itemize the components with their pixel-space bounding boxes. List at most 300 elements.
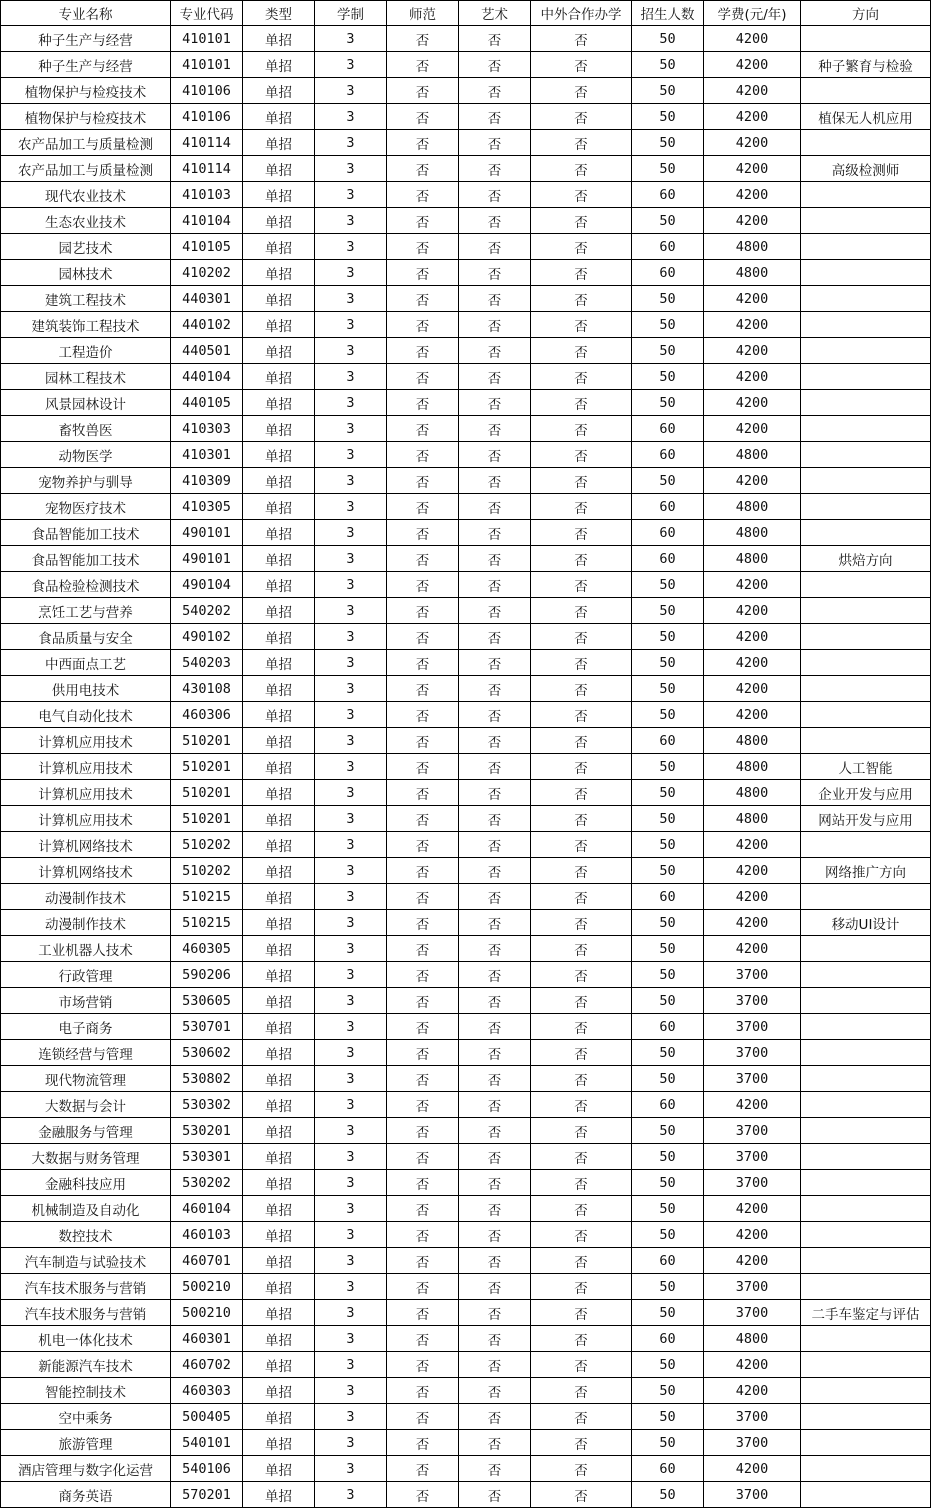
joint-program-cell: 否	[531, 1482, 632, 1508]
major-name-cell: 供用电技术	[1, 676, 171, 702]
joint-program-cell: 否	[531, 104, 632, 130]
table-row	[1, 1482, 931, 1508]
header-enrollment: 招生人数	[632, 1, 704, 26]
major-name-cell: 烹饪工艺与营养	[1, 598, 171, 624]
header-joint-program: 中外合作办学	[531, 1, 632, 26]
type-cell: 单招	[243, 754, 315, 780]
direction-cell	[801, 1196, 931, 1222]
major-name-cell: 金融科技应用	[1, 1170, 171, 1196]
major-code-cell: 510202	[171, 832, 243, 858]
art-cell: 否	[459, 1482, 531, 1508]
joint-program-cell: 否	[531, 286, 632, 312]
normal-cell: 否	[387, 1092, 459, 1118]
duration-cell: 3	[315, 442, 387, 468]
major-name-cell: 农产品加工与质量检测	[1, 156, 171, 182]
major-code-cell: 410103	[171, 182, 243, 208]
direction-cell	[801, 78, 931, 104]
table-row	[1, 468, 931, 494]
major-name-cell: 园林技术	[1, 260, 171, 286]
table-row	[1, 1014, 931, 1040]
tuition-cell: 4200	[704, 416, 801, 442]
joint-program-cell: 否	[531, 1404, 632, 1430]
duration-cell: 3	[315, 936, 387, 962]
enrollment-cell: 50	[632, 52, 704, 78]
duration-cell: 3	[315, 1352, 387, 1378]
major-code-cell: 460306	[171, 702, 243, 728]
duration-cell: 3	[315, 234, 387, 260]
table-row	[1, 780, 931, 806]
major-name-cell: 大数据与会计	[1, 1092, 171, 1118]
type-cell: 单招	[243, 390, 315, 416]
duration-cell: 3	[315, 754, 387, 780]
tuition-cell: 4800	[704, 260, 801, 286]
direction-cell	[801, 312, 931, 338]
table-row	[1, 1326, 931, 1352]
major-name-cell: 建筑装饰工程技术	[1, 312, 171, 338]
major-code-cell: 440301	[171, 286, 243, 312]
joint-program-cell: 否	[531, 494, 632, 520]
type-cell: 单招	[243, 1066, 315, 1092]
joint-program-cell: 否	[531, 520, 632, 546]
type-cell: 单招	[243, 26, 315, 52]
direction-cell	[801, 1014, 931, 1040]
tuition-cell: 4200	[704, 468, 801, 494]
type-cell: 单招	[243, 1274, 315, 1300]
enrollment-cell: 50	[632, 286, 704, 312]
major-name-cell: 电气自动化技术	[1, 702, 171, 728]
table-row	[1, 234, 931, 260]
duration-cell: 3	[315, 52, 387, 78]
table-row	[1, 676, 931, 702]
joint-program-cell: 否	[531, 156, 632, 182]
joint-program-cell: 否	[531, 26, 632, 52]
major-code-cell: 590206	[171, 962, 243, 988]
major-name-cell: 行政管理	[1, 962, 171, 988]
tuition-cell: 4800	[704, 780, 801, 806]
major-code-cell: 530605	[171, 988, 243, 1014]
tuition-cell: 3700	[704, 1066, 801, 1092]
table-row	[1, 312, 931, 338]
joint-program-cell: 否	[531, 884, 632, 910]
normal-cell: 否	[387, 728, 459, 754]
table-row	[1, 910, 931, 936]
header-art: 艺术	[459, 1, 531, 26]
direction-cell	[801, 1040, 931, 1066]
direction-cell	[801, 338, 931, 364]
direction-cell	[801, 1092, 931, 1118]
art-cell: 否	[459, 1144, 531, 1170]
normal-cell: 否	[387, 338, 459, 364]
duration-cell: 3	[315, 962, 387, 988]
normal-cell: 否	[387, 676, 459, 702]
table-row	[1, 442, 931, 468]
normal-cell: 否	[387, 832, 459, 858]
direction-cell	[801, 1378, 931, 1404]
table-row	[1, 1118, 931, 1144]
major-name-cell: 植物保护与检疫技术	[1, 104, 171, 130]
type-cell: 单招	[243, 832, 315, 858]
enrollment-cell: 60	[632, 416, 704, 442]
joint-program-cell: 否	[531, 1170, 632, 1196]
type-cell: 单招	[243, 1222, 315, 1248]
duration-cell: 3	[315, 884, 387, 910]
normal-cell: 否	[387, 1430, 459, 1456]
art-cell: 否	[459, 650, 531, 676]
table-row	[1, 546, 931, 572]
type-cell: 单招	[243, 1014, 315, 1040]
major-name-cell: 建筑工程技术	[1, 286, 171, 312]
joint-program-cell: 否	[531, 1144, 632, 1170]
major-code-cell: 540203	[171, 650, 243, 676]
art-cell: 否	[459, 702, 531, 728]
major-name-cell: 计算机网络技术	[1, 832, 171, 858]
enrollment-cell: 50	[632, 1404, 704, 1430]
normal-cell: 否	[387, 962, 459, 988]
tuition-cell: 4200	[704, 1196, 801, 1222]
type-cell: 单招	[243, 208, 315, 234]
duration-cell: 3	[315, 312, 387, 338]
type-cell: 单招	[243, 1326, 315, 1352]
art-cell: 否	[459, 416, 531, 442]
tuition-cell: 4800	[704, 546, 801, 572]
major-code-cell: 510215	[171, 884, 243, 910]
joint-program-cell: 否	[531, 858, 632, 884]
normal-cell: 否	[387, 988, 459, 1014]
tuition-cell: 4200	[704, 364, 801, 390]
enrollment-cell: 50	[632, 1040, 704, 1066]
table-row	[1, 1222, 931, 1248]
major-code-cell: 410114	[171, 156, 243, 182]
direction-cell	[801, 1248, 931, 1274]
normal-cell: 否	[387, 468, 459, 494]
art-cell: 否	[459, 26, 531, 52]
tuition-cell: 3700	[704, 1300, 801, 1326]
major-name-cell: 中西面点工艺	[1, 650, 171, 676]
major-name-cell: 食品检验检测技术	[1, 572, 171, 598]
table-row	[1, 494, 931, 520]
major-code-cell: 530301	[171, 1144, 243, 1170]
table-row	[1, 1430, 931, 1456]
direction-cell: 人工智能	[801, 754, 931, 780]
header-row	[1, 1, 931, 26]
major-code-cell: 410303	[171, 416, 243, 442]
major-code-cell: 460701	[171, 1248, 243, 1274]
duration-cell: 3	[315, 286, 387, 312]
art-cell: 否	[459, 234, 531, 260]
normal-cell: 否	[387, 1196, 459, 1222]
major-code-cell: 540101	[171, 1430, 243, 1456]
major-code-cell: 410106	[171, 78, 243, 104]
table-row	[1, 338, 931, 364]
table-row	[1, 858, 931, 884]
major-name-cell: 计算机网络技术	[1, 858, 171, 884]
direction-cell	[801, 1352, 931, 1378]
table-row	[1, 624, 931, 650]
normal-cell: 否	[387, 780, 459, 806]
major-name-cell: 商务英语	[1, 1482, 171, 1508]
major-name-cell: 金融服务与管理	[1, 1118, 171, 1144]
art-cell: 否	[459, 858, 531, 884]
type-cell: 单招	[243, 130, 315, 156]
tuition-cell: 4800	[704, 806, 801, 832]
duration-cell: 3	[315, 702, 387, 728]
type-cell: 单招	[243, 156, 315, 182]
duration-cell: 3	[315, 546, 387, 572]
joint-program-cell: 否	[531, 364, 632, 390]
tuition-cell: 4200	[704, 650, 801, 676]
art-cell: 否	[459, 390, 531, 416]
normal-cell: 否	[387, 416, 459, 442]
tuition-cell: 4200	[704, 156, 801, 182]
enrollment-cell: 50	[632, 1274, 704, 1300]
duration-cell: 3	[315, 260, 387, 286]
table-row	[1, 130, 931, 156]
art-cell: 否	[459, 1118, 531, 1144]
direction-cell: 种子繁育与检验	[801, 52, 931, 78]
table-row	[1, 598, 931, 624]
enrollment-cell: 60	[632, 1326, 704, 1352]
normal-cell: 否	[387, 754, 459, 780]
tuition-cell: 3700	[704, 1118, 801, 1144]
major-name-cell: 汽车技术服务与营销	[1, 1274, 171, 1300]
normal-cell: 否	[387, 702, 459, 728]
type-cell: 单招	[243, 1248, 315, 1274]
major-name-cell: 宠物养护与驯导	[1, 468, 171, 494]
enrollment-cell: 50	[632, 1170, 704, 1196]
type-cell: 单招	[243, 962, 315, 988]
major-name-cell: 工业机器人技术	[1, 936, 171, 962]
major-code-cell: 510201	[171, 728, 243, 754]
table-row	[1, 286, 931, 312]
joint-program-cell: 否	[531, 832, 632, 858]
joint-program-cell: 否	[531, 988, 632, 1014]
enrollment-cell: 50	[632, 702, 704, 728]
major-name-cell: 现代农业技术	[1, 182, 171, 208]
enrollment-cell: 50	[632, 338, 704, 364]
tuition-cell: 3700	[704, 1040, 801, 1066]
tuition-cell: 4200	[704, 1222, 801, 1248]
joint-program-cell: 否	[531, 390, 632, 416]
joint-program-cell: 否	[531, 1014, 632, 1040]
type-cell: 单招	[243, 936, 315, 962]
tuition-cell: 4800	[704, 520, 801, 546]
joint-program-cell: 否	[531, 546, 632, 572]
direction-cell	[801, 1404, 931, 1430]
major-code-cell: 530602	[171, 1040, 243, 1066]
header-normal: 师范	[387, 1, 459, 26]
table-row	[1, 182, 931, 208]
normal-cell: 否	[387, 390, 459, 416]
enrollment-cell: 50	[632, 806, 704, 832]
enrollment-cell: 50	[632, 26, 704, 52]
header-tuition: 学费(元/年)	[704, 1, 801, 26]
major-code-cell: 460104	[171, 1196, 243, 1222]
tuition-cell: 4800	[704, 442, 801, 468]
table-row	[1, 572, 931, 598]
header-direction: 方向	[801, 1, 931, 26]
normal-cell: 否	[387, 156, 459, 182]
major-name-cell: 风景园林设计	[1, 390, 171, 416]
art-cell: 否	[459, 598, 531, 624]
tuition-cell: 4800	[704, 1326, 801, 1352]
table-row	[1, 1300, 931, 1326]
direction-cell	[801, 1118, 931, 1144]
table-row	[1, 520, 931, 546]
enrollment-cell: 60	[632, 182, 704, 208]
art-cell: 否	[459, 1456, 531, 1482]
joint-program-cell: 否	[531, 572, 632, 598]
type-cell: 单招	[243, 442, 315, 468]
table-row	[1, 832, 931, 858]
major-name-cell: 食品智能加工技术	[1, 546, 171, 572]
direction-cell	[801, 1456, 931, 1482]
major-name-cell: 畜牧兽医	[1, 416, 171, 442]
tuition-cell: 4200	[704, 1092, 801, 1118]
major-name-cell: 园林工程技术	[1, 364, 171, 390]
enrollment-cell: 50	[632, 1378, 704, 1404]
type-cell: 单招	[243, 78, 315, 104]
table-row	[1, 364, 931, 390]
normal-cell: 否	[387, 26, 459, 52]
major-code-cell: 510201	[171, 806, 243, 832]
enrollment-cell: 60	[632, 1456, 704, 1482]
header-major-code: 专业代码	[171, 1, 243, 26]
tuition-cell: 4200	[704, 702, 801, 728]
type-cell: 单招	[243, 182, 315, 208]
major-name-cell: 汽车技术服务与营销	[1, 1300, 171, 1326]
type-cell: 单招	[243, 624, 315, 650]
art-cell: 否	[459, 1092, 531, 1118]
art-cell: 否	[459, 1222, 531, 1248]
duration-cell: 3	[315, 1170, 387, 1196]
tuition-cell: 3700	[704, 1482, 801, 1508]
direction-cell	[801, 182, 931, 208]
major-code-cell: 530701	[171, 1014, 243, 1040]
major-name-cell: 市场营销	[1, 988, 171, 1014]
major-code-cell: 530201	[171, 1118, 243, 1144]
major-name-cell: 机电一体化技术	[1, 1326, 171, 1352]
direction-cell: 网站开发与应用	[801, 806, 931, 832]
enrollment-cell: 60	[632, 1014, 704, 1040]
major-code-cell: 540106	[171, 1456, 243, 1482]
direction-cell	[801, 676, 931, 702]
table-row	[1, 1352, 931, 1378]
major-code-cell: 510215	[171, 910, 243, 936]
art-cell: 否	[459, 1014, 531, 1040]
direction-cell: 企业开发与应用	[801, 780, 931, 806]
duration-cell: 3	[315, 806, 387, 832]
direction-cell	[801, 494, 931, 520]
major-name-cell: 酒店管理与数字化运营	[1, 1456, 171, 1482]
joint-program-cell: 否	[531, 1274, 632, 1300]
direction-cell	[801, 208, 931, 234]
enrollment-cell: 50	[632, 130, 704, 156]
duration-cell: 3	[315, 468, 387, 494]
normal-cell: 否	[387, 442, 459, 468]
normal-cell: 否	[387, 1222, 459, 1248]
type-cell: 单招	[243, 1144, 315, 1170]
type-cell: 单招	[243, 780, 315, 806]
type-cell: 单招	[243, 1404, 315, 1430]
duration-cell: 3	[315, 26, 387, 52]
joint-program-cell: 否	[531, 1378, 632, 1404]
direction-cell: 高级检测师	[801, 156, 931, 182]
joint-program-cell: 否	[531, 1092, 632, 1118]
art-cell: 否	[459, 1040, 531, 1066]
major-code-cell: 410101	[171, 26, 243, 52]
direction-cell	[801, 728, 931, 754]
type-cell: 单招	[243, 1482, 315, 1508]
table-row	[1, 1456, 931, 1482]
art-cell: 否	[459, 182, 531, 208]
normal-cell: 否	[387, 1456, 459, 1482]
major-name-cell: 植物保护与检疫技术	[1, 78, 171, 104]
art-cell: 否	[459, 910, 531, 936]
type-cell: 单招	[243, 1456, 315, 1482]
enrollment-cell: 60	[632, 442, 704, 468]
enrollment-cell: 50	[632, 1118, 704, 1144]
enrollment-cell: 50	[632, 780, 704, 806]
type-cell: 单招	[243, 286, 315, 312]
art-cell: 否	[459, 832, 531, 858]
major-name-cell: 现代物流管理	[1, 1066, 171, 1092]
enrollment-cell: 50	[632, 650, 704, 676]
tuition-cell: 4200	[704, 1248, 801, 1274]
duration-cell: 3	[315, 1456, 387, 1482]
art-cell: 否	[459, 754, 531, 780]
art-cell: 否	[459, 624, 531, 650]
duration-cell: 3	[315, 130, 387, 156]
duration-cell: 3	[315, 208, 387, 234]
major-code-cell: 530302	[171, 1092, 243, 1118]
enrollment-cell: 60	[632, 260, 704, 286]
art-cell: 否	[459, 1404, 531, 1430]
art-cell: 否	[459, 780, 531, 806]
major-name-cell: 宠物医疗技术	[1, 494, 171, 520]
major-code-cell: 460702	[171, 1352, 243, 1378]
major-code-cell: 490101	[171, 546, 243, 572]
tuition-cell: 4200	[704, 208, 801, 234]
joint-program-cell: 否	[531, 1300, 632, 1326]
major-name-cell: 农产品加工与质量检测	[1, 130, 171, 156]
tuition-cell: 4200	[704, 884, 801, 910]
table-row	[1, 1040, 931, 1066]
art-cell: 否	[459, 520, 531, 546]
type-cell: 单招	[243, 806, 315, 832]
normal-cell: 否	[387, 1378, 459, 1404]
normal-cell: 否	[387, 1300, 459, 1326]
tuition-cell: 3700	[704, 962, 801, 988]
direction-cell	[801, 988, 931, 1014]
table-row	[1, 1092, 931, 1118]
type-cell: 单招	[243, 260, 315, 286]
art-cell: 否	[459, 728, 531, 754]
major-name-cell: 计算机应用技术	[1, 754, 171, 780]
tuition-cell: 3700	[704, 1274, 801, 1300]
normal-cell: 否	[387, 494, 459, 520]
enrollment-cell: 50	[632, 468, 704, 494]
joint-program-cell: 否	[531, 962, 632, 988]
table-row	[1, 390, 931, 416]
joint-program-cell: 否	[531, 624, 632, 650]
art-cell: 否	[459, 130, 531, 156]
duration-cell: 3	[315, 1144, 387, 1170]
enrollment-cell: 50	[632, 1352, 704, 1378]
art-cell: 否	[459, 988, 531, 1014]
major-name-cell: 园艺技术	[1, 234, 171, 260]
joint-program-cell: 否	[531, 312, 632, 338]
enrollment-cell: 50	[632, 104, 704, 130]
